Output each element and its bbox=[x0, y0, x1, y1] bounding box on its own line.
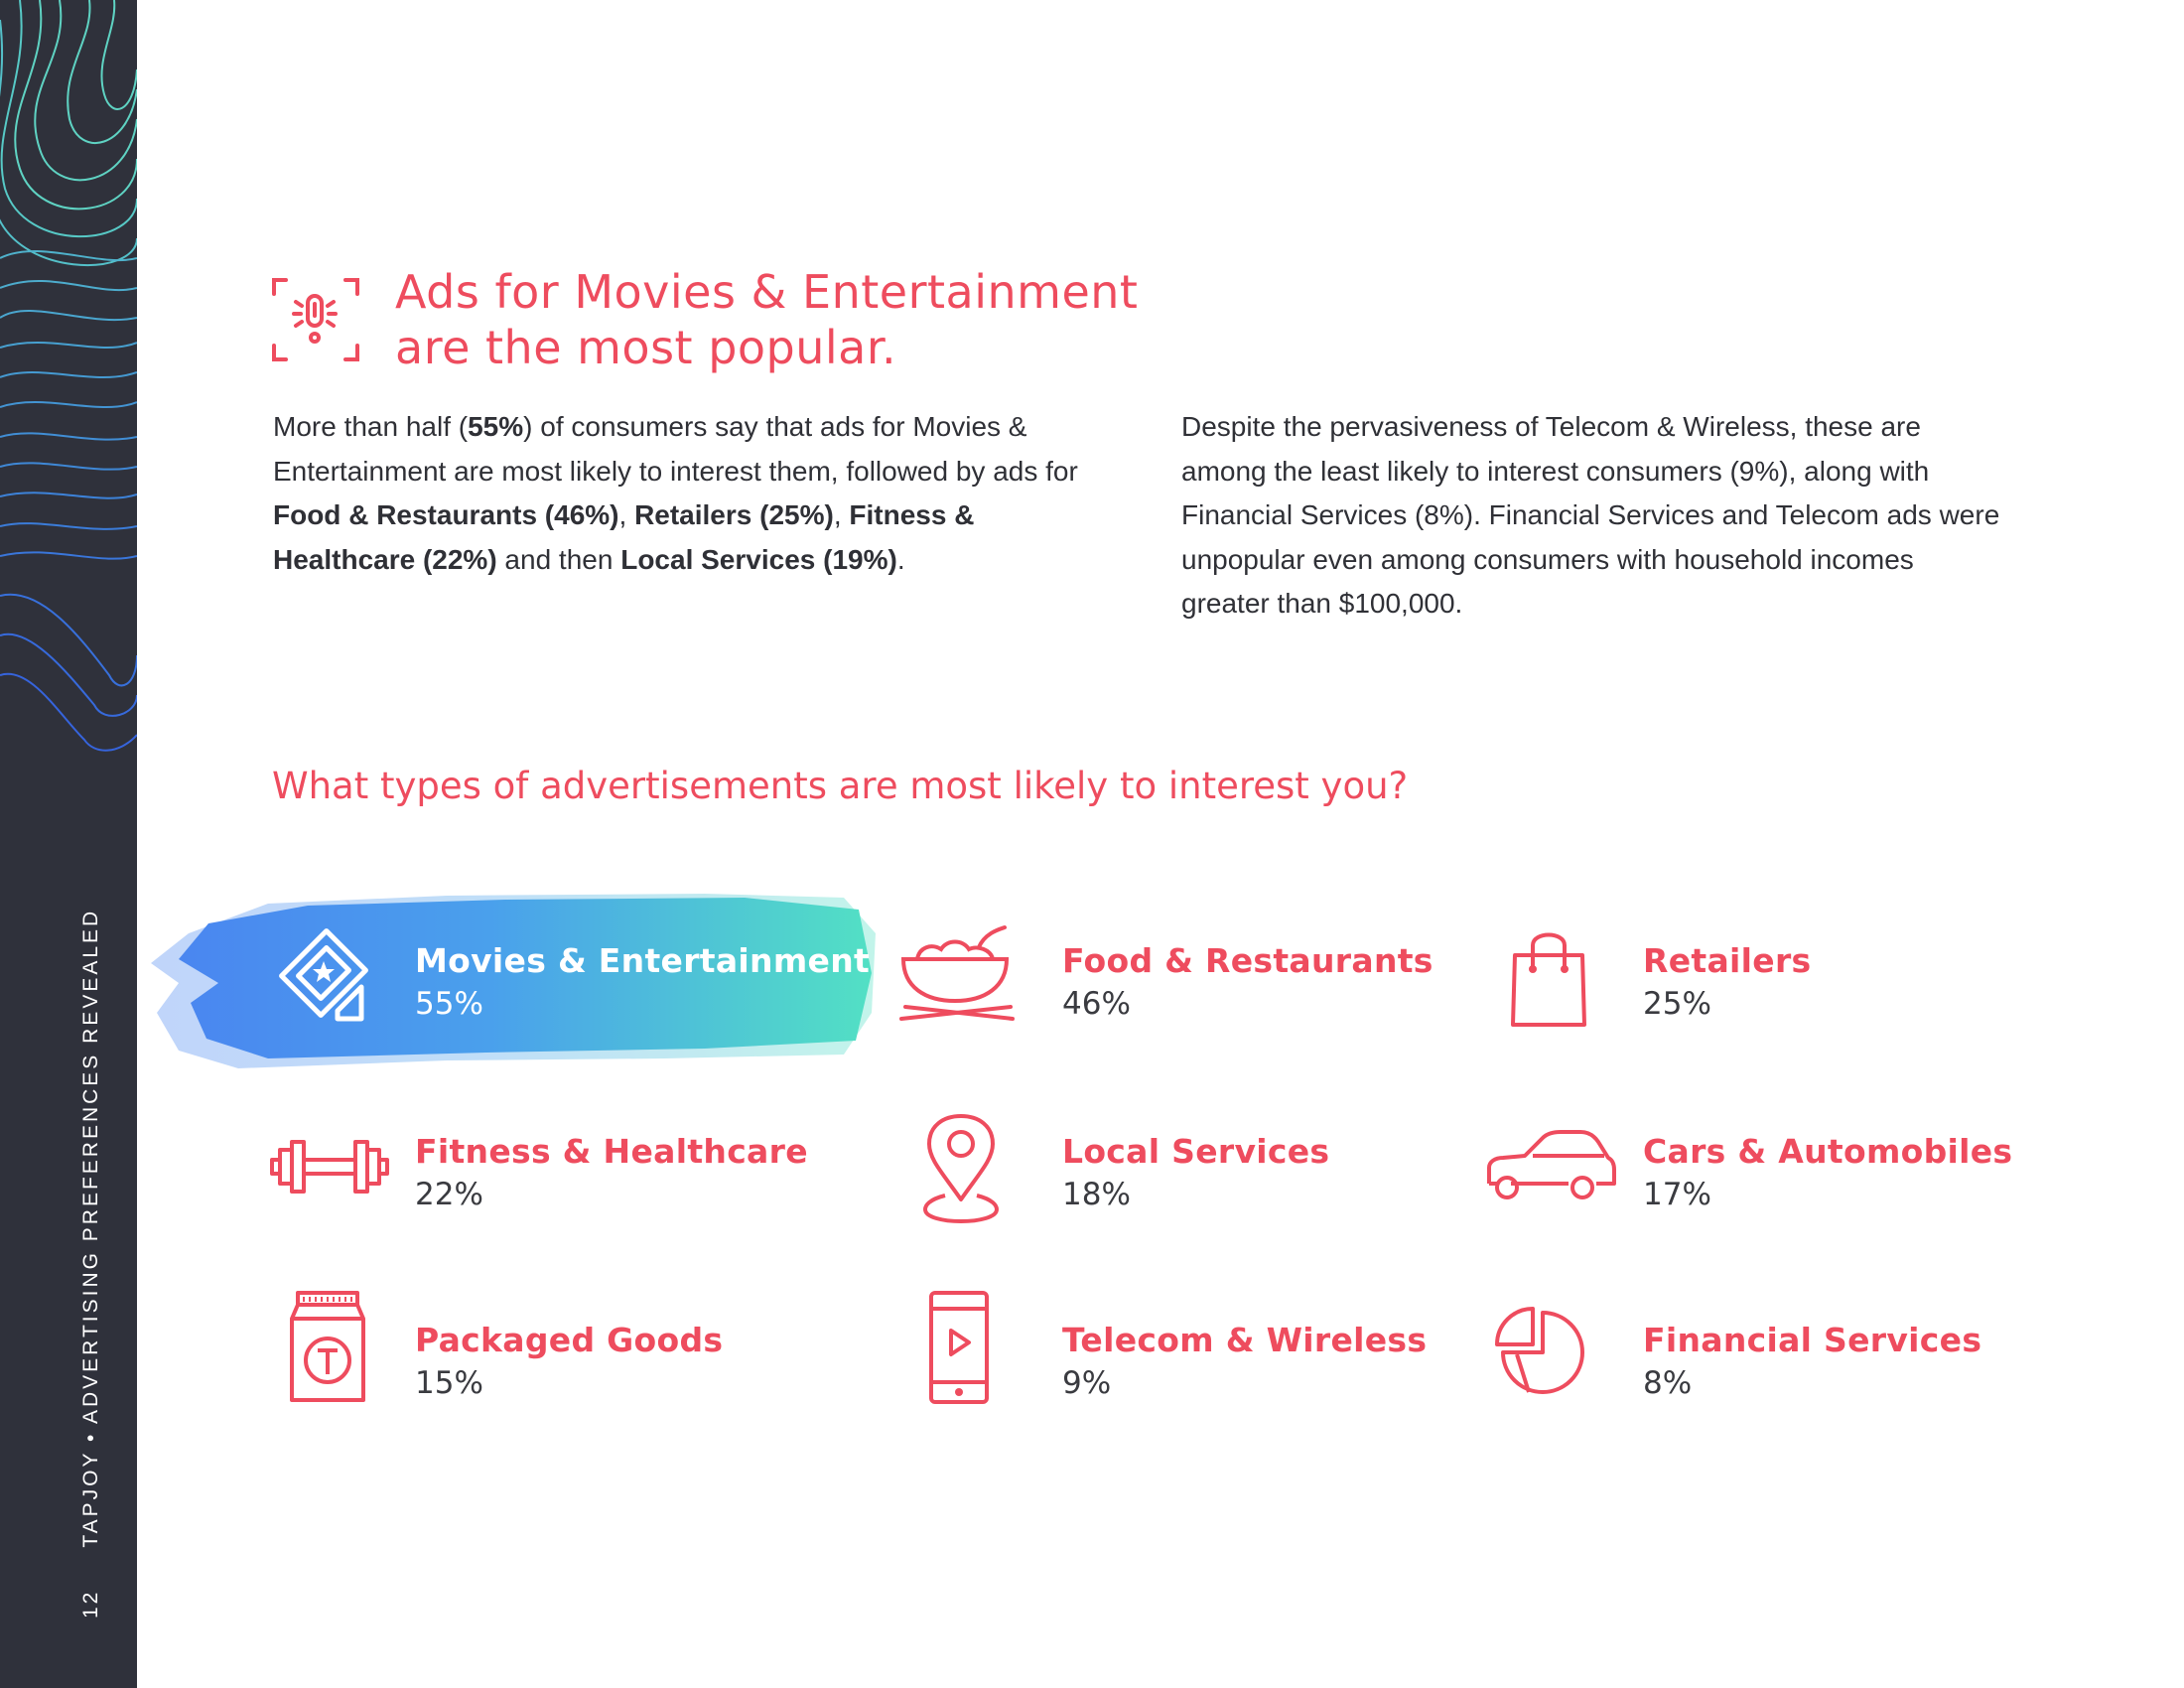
paragraph-right: Despite the pervasiveness of Telecom & Wireless, these are among the least likely to interest consumers (9%), along with Financial Services (8%). Financial Services and Telecom ads were unpopular even among consumers with household incomes greater than $100,000. bbox=[1181, 411, 2000, 619]
alert-bulb-icon bbox=[270, 274, 361, 365]
item-value: 18% bbox=[1062, 1177, 1131, 1212]
item-value: 9% bbox=[1062, 1365, 1112, 1401]
item-label: Cars & Automobiles bbox=[1643, 1132, 2013, 1171]
map-pin-icon bbox=[919, 1112, 1003, 1223]
para-text: , bbox=[618, 499, 635, 530]
heading-line-2: are the most popular. bbox=[395, 321, 897, 374]
item-label: Retailers bbox=[1643, 941, 1812, 980]
para-emphasis: 55% bbox=[468, 411, 524, 442]
dumbbell-icon bbox=[270, 1132, 389, 1201]
bowl-icon bbox=[895, 923, 1019, 1023]
film-icon bbox=[276, 921, 379, 1025]
paragraph-left bbox=[273, 405, 1097, 582]
item-label: Movies & Entertainment bbox=[415, 941, 871, 980]
para-emphasis: Retailers (25%) bbox=[634, 499, 834, 530]
para-text: and then bbox=[496, 543, 621, 575]
page-number: 12 bbox=[79, 1589, 102, 1618]
item-label: Packaged Goods bbox=[415, 1321, 724, 1359]
item-label: Local Services bbox=[1062, 1132, 1330, 1171]
item-value: 15% bbox=[415, 1365, 483, 1401]
section-heading bbox=[395, 264, 1138, 375]
item-value: 22% bbox=[415, 1177, 483, 1212]
item-value: 8% bbox=[1643, 1365, 1693, 1401]
para-text: More than half ( bbox=[273, 411, 469, 442]
item-label: Fitness & Healthcare bbox=[415, 1132, 808, 1171]
item-value: 55% bbox=[415, 986, 483, 1022]
question-heading: What types of advertisements are most likely to interest you? bbox=[272, 765, 1409, 807]
car-icon bbox=[1485, 1128, 1618, 1207]
running-title bbox=[79, 909, 103, 1618]
package-icon bbox=[288, 1289, 367, 1404]
contour-pattern bbox=[0, 0, 137, 755]
item-value: 46% bbox=[1062, 986, 1131, 1022]
item-value: 25% bbox=[1643, 986, 1711, 1022]
shopping-bag-icon bbox=[1507, 925, 1590, 1029]
pie-chart-icon bbox=[1495, 1307, 1584, 1396]
phone-icon bbox=[927, 1289, 991, 1406]
para-text: ) of consumers say that ads for Movies & Entertainment are most likely to interest them, followed by ads for bbox=[273, 411, 1078, 487]
para-emphasis: Local Services (19%) bbox=[620, 543, 897, 575]
item-label: Telecom & Wireless bbox=[1062, 1321, 1428, 1359]
item-label: Financial Services bbox=[1643, 1321, 1982, 1359]
para-emphasis: Fitness & Healthcare (22%) bbox=[273, 499, 975, 575]
item-value: 17% bbox=[1643, 1177, 1711, 1212]
sidebar bbox=[0, 0, 137, 1688]
para-text: . bbox=[896, 543, 905, 575]
para-emphasis: Food & Restaurants (46%) bbox=[273, 499, 619, 530]
para-text: , bbox=[833, 499, 850, 530]
heading-line-1: Ads for Movies & Entertainment bbox=[395, 265, 1139, 319]
item-label: Food & Restaurants bbox=[1062, 941, 1433, 980]
publication-title: TAPJOY • ADVERTISING PREFERENCES REVEALED bbox=[79, 908, 102, 1548]
